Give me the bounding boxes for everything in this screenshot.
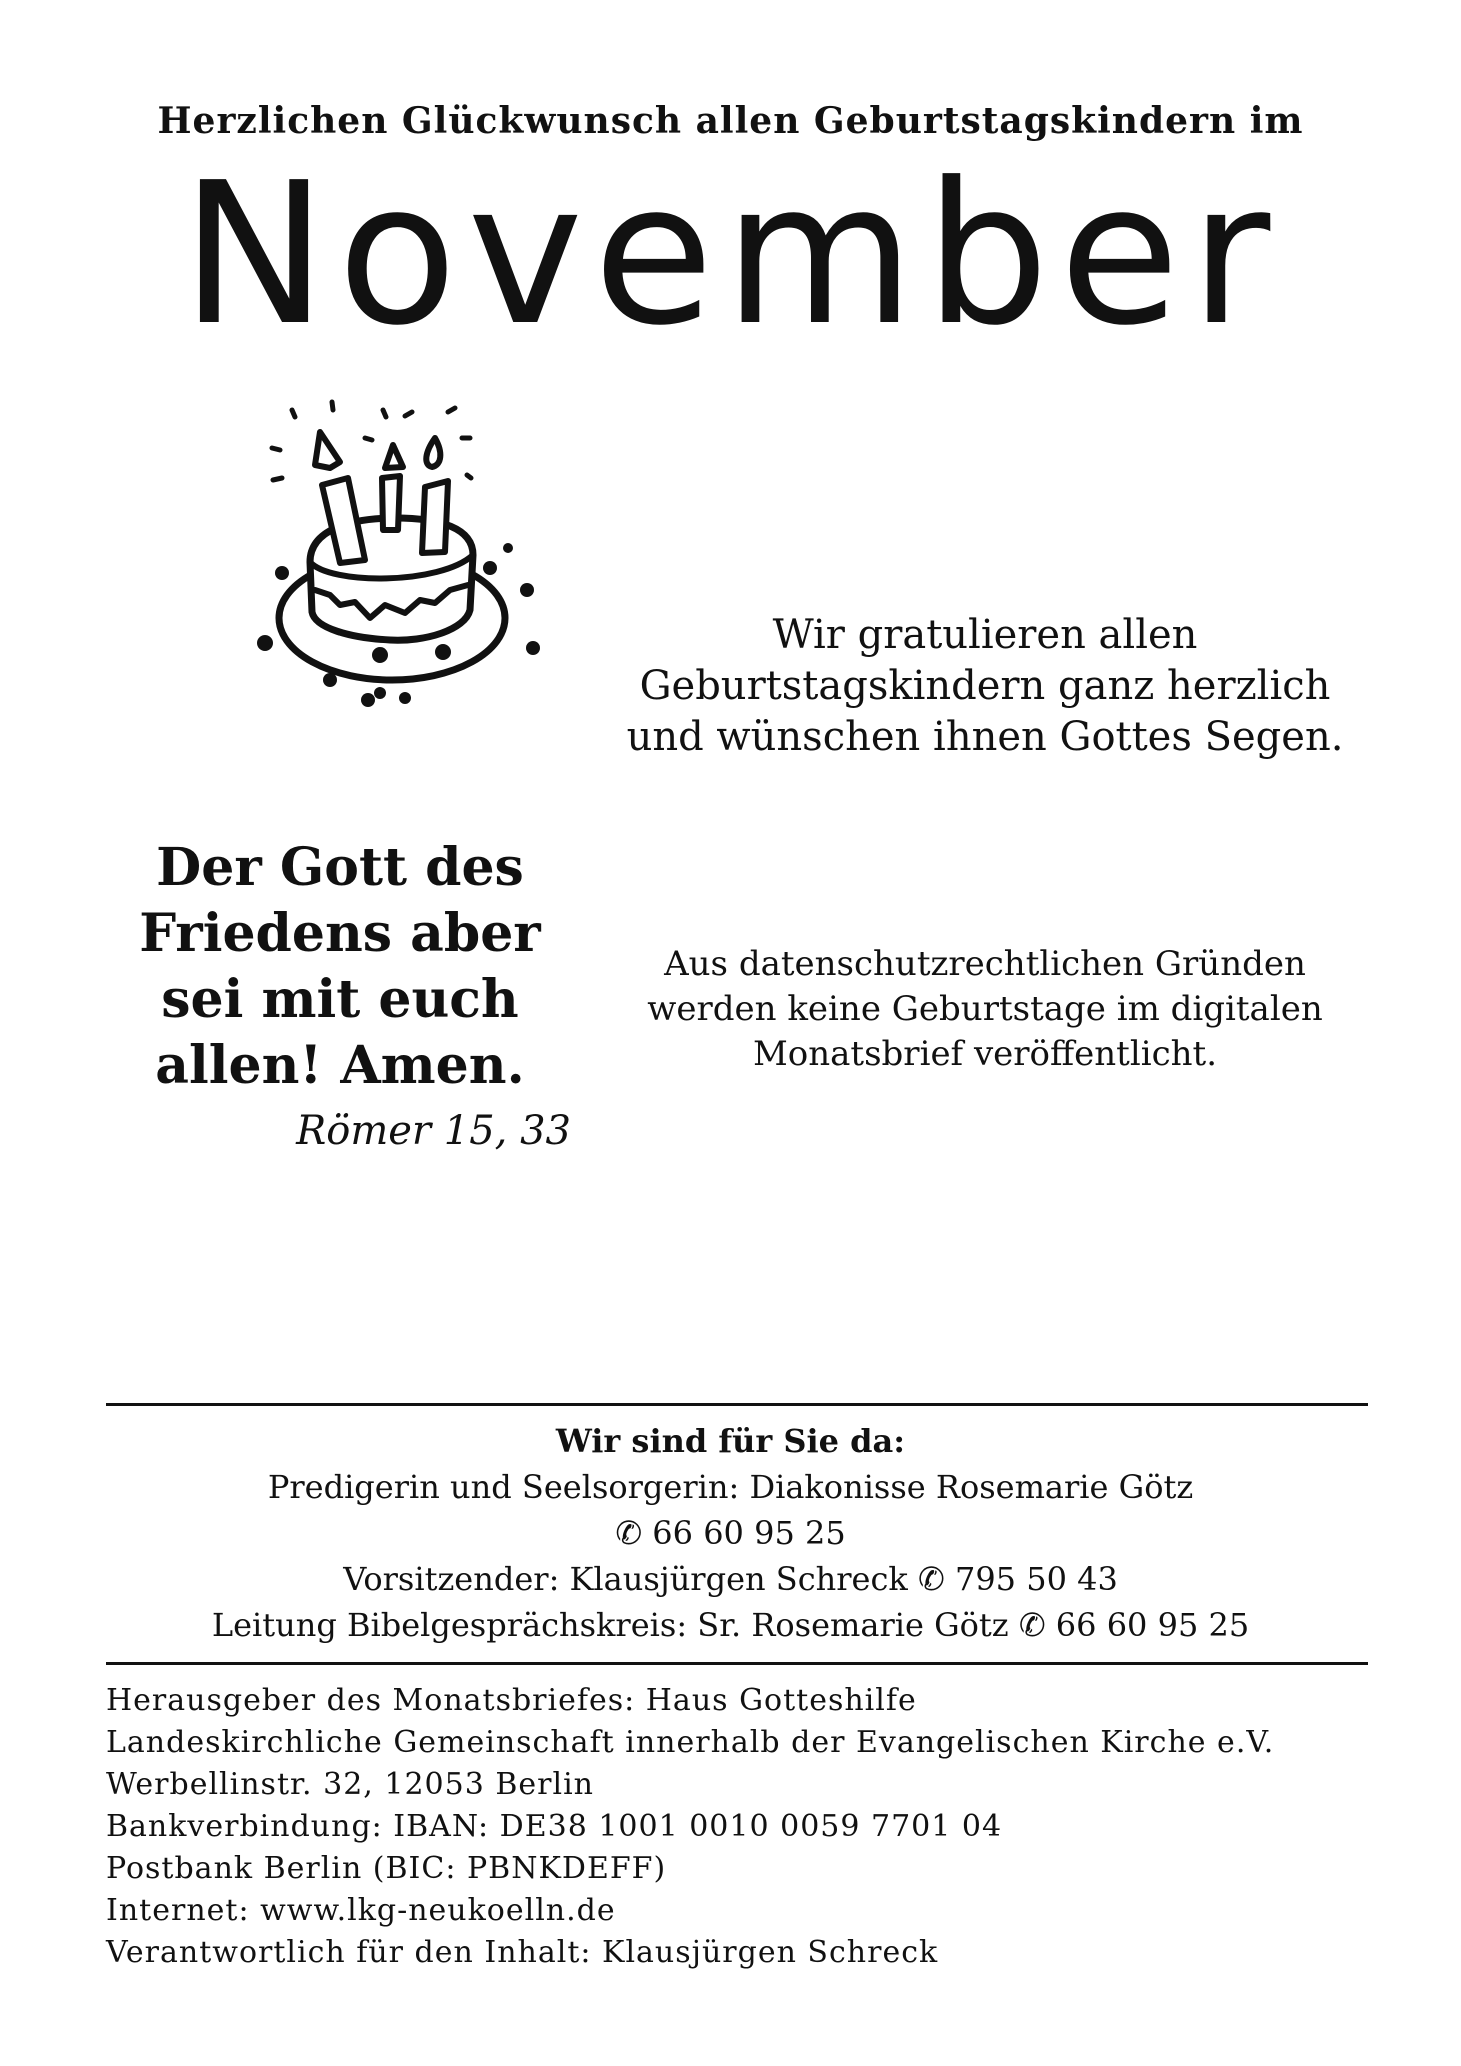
imprint-line: Bankverbindung: IBAN: DE38 1001 0010 0059 7701 04 xyxy=(106,1809,1003,1844)
imprint-line: Internet: www.lkg-neukoelln.de xyxy=(106,1893,616,1928)
privacy-line: Aus datenschutzrechtlichen Gründen xyxy=(664,944,1306,984)
contact-section xyxy=(0,1418,1461,1648)
verse-line: sei mit euch xyxy=(161,969,519,1030)
contact-line: Leitung Bibelgesprächskreis: Sr. Rosemarie Götz ✆ 66 60 95 25 xyxy=(211,1606,1250,1644)
verse-line: Der Gott des xyxy=(156,837,524,898)
contact-title: Wir sind für Sie da: xyxy=(555,1422,906,1460)
divider xyxy=(106,1662,1368,1665)
verse-line: Friedens aber xyxy=(139,903,541,964)
divider xyxy=(106,1403,1368,1406)
greeting-line: Geburtstagskindern ganz herzlich xyxy=(639,663,1331,709)
greeting-text xyxy=(620,610,1350,763)
verse-line: allen! Amen. xyxy=(155,1035,525,1096)
imprint-line: Herausgeber des Monatsbriefes: Haus Gotteshilfe xyxy=(106,1683,917,1718)
imprint-line: Postbank Berlin (BIC: PBNKDEFF) xyxy=(106,1851,667,1886)
birthday-cake-icon xyxy=(240,390,560,720)
contact-line: Vorsitzender: Klausjürgen Schreck ✆ 795 50 43 xyxy=(343,1560,1118,1598)
bible-verse xyxy=(100,835,580,1099)
imprint xyxy=(106,1680,1274,1974)
greeting-line: und wünschen ihnen Gottes Segen. xyxy=(626,714,1344,760)
privacy-line: werden keine Geburtstage im digitalen xyxy=(647,989,1323,1029)
header-text: Herzlichen Glückwunsch allen Geburtstagskindern im xyxy=(157,100,1304,142)
privacy-line: Monatsbrief veröffentlicht. xyxy=(752,1034,1217,1074)
imprint-line: Werbellinstr. 32, 12053 Berlin xyxy=(106,1767,594,1802)
month-title: November xyxy=(180,141,1281,369)
contact-line: ✆ 66 60 95 25 xyxy=(615,1514,846,1552)
contact-line: Predigerin und Seelsorgerin: Diakonisse Rosemarie Götz xyxy=(267,1468,1194,1506)
privacy-notice xyxy=(620,942,1350,1077)
verse-reference: Römer 15, 33 xyxy=(296,1108,571,1154)
imprint-line: Landeskirchliche Gemeinschaft innerhalb der Evangelischen Kirche e.V. xyxy=(106,1725,1275,1760)
greeting-line: Wir gratulieren allen xyxy=(772,612,1198,658)
imprint-line: Verantwortlich für den Inhalt: Klausjürgen Schreck xyxy=(106,1935,939,1970)
